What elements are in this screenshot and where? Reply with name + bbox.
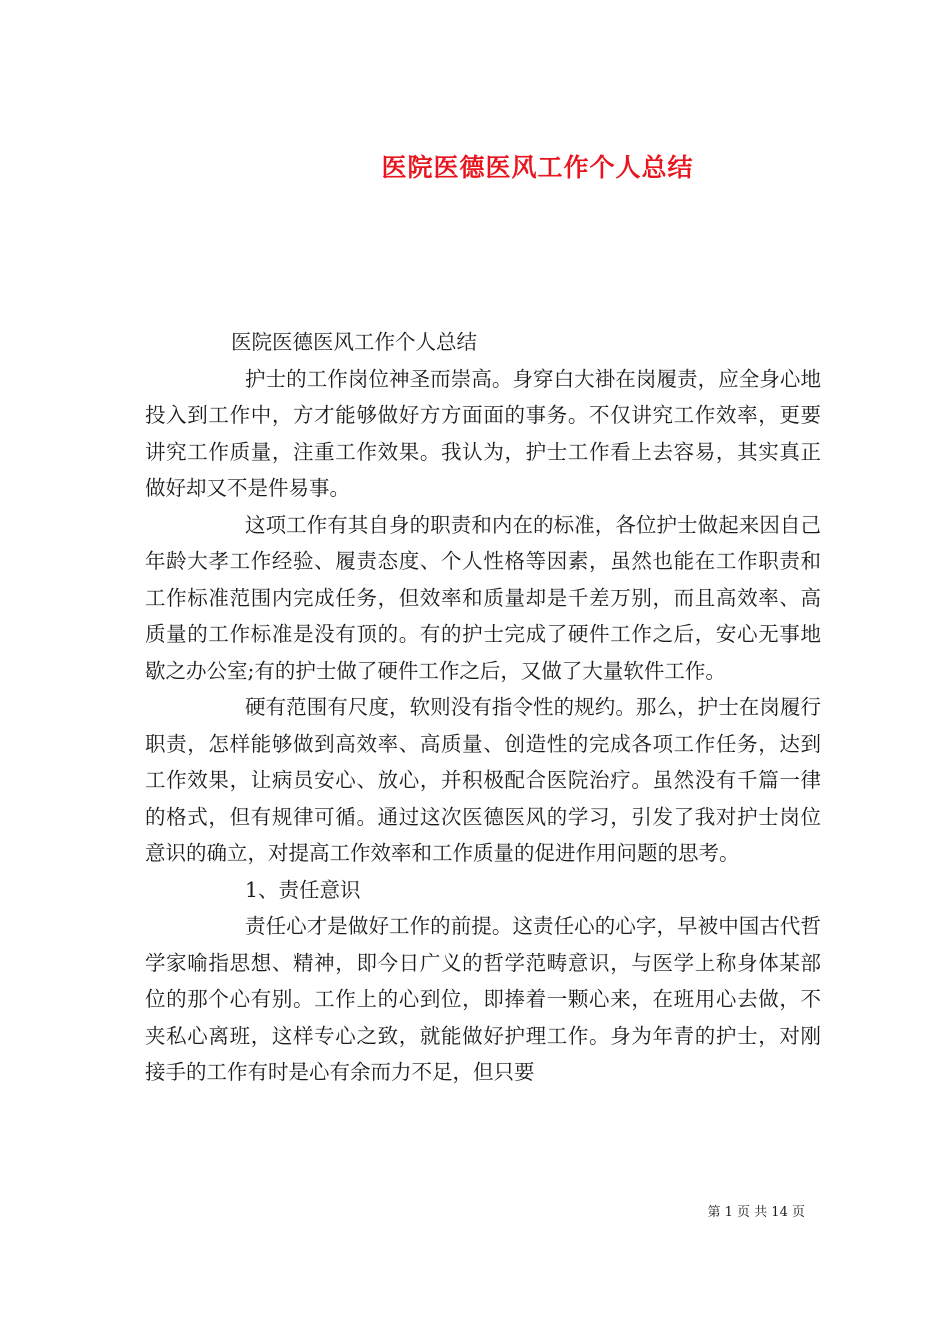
footer-suffix: 页 [791, 1205, 805, 1220]
document-title: 医院医德医风工作个人总结 [381, 152, 694, 182]
footer-prefix: 第 [707, 1205, 721, 1220]
page-footer [0, 1204, 805, 1222]
footer-middle: 页 共 [737, 1205, 768, 1220]
footer-current-page: 1 [724, 1205, 733, 1220]
paragraph: 硬有范围有尺度，软则没有指令性的规约。那么，护士在岗履行职责，怎样能够做到高效率、高质量、创造性的完成各项工作任务，达到工作效果，让病员安心、放心，并积极配合医院治疗。虽然没有千篇一律的格式，但有规律可循。通过这次医德医风的学习，引发了我对护士岗位意识的确立，对提高工作效率和工作质量的促进作用问题的思考。 [145, 695, 821, 865]
section-paragraph: 责任心才是做好工作的前提。这责任心的心字，早被中国古代哲学家喻指思想、精神，即今日广义的哲学范畴意识，与医学上称身体某部位的那个心有别。工作上的心到位，即捧着一颗心来，在班用心去做，不夹私心离班，这样专心之致，就能做好护理工作。身为年青的护士，对刚接手的工作有时是心有余而力不足，但只要 [145, 914, 821, 1084]
footer-total-pages: 14 [771, 1205, 788, 1220]
document-body [145, 324, 821, 1091]
paragraph: 护士的工作岗位神圣而崇高。身穿白大褂在岗履责，应全身心地投入到工作中，方才能够做好方方面面的事务。不仅讲究工作效率，更要讲究工作质量，注重工作效果。我认为，护士工作看上去容易，其实真正做好却又不是件易事。 [145, 366, 821, 500]
paragraph: 这项工作有其自身的职责和内在的标准，各位护士做起来因自己年龄大孝工作经验、履责态度、个人性格等因素，虽然也能在工作职责和工作标准范围内完成任务，但效率和质量却是千差万别，而且高效率、高质量的工作标准是没有顶的。有的护士完成了硬件工作之后，安心无事地歇之办公室;有的护士做了硬件工作之后，又做了大量软件工作。 [145, 512, 821, 683]
section-heading: 1、责任意识 [245, 877, 361, 902]
document-subtitle: 医院医德医风工作个人总结 [231, 330, 477, 354]
